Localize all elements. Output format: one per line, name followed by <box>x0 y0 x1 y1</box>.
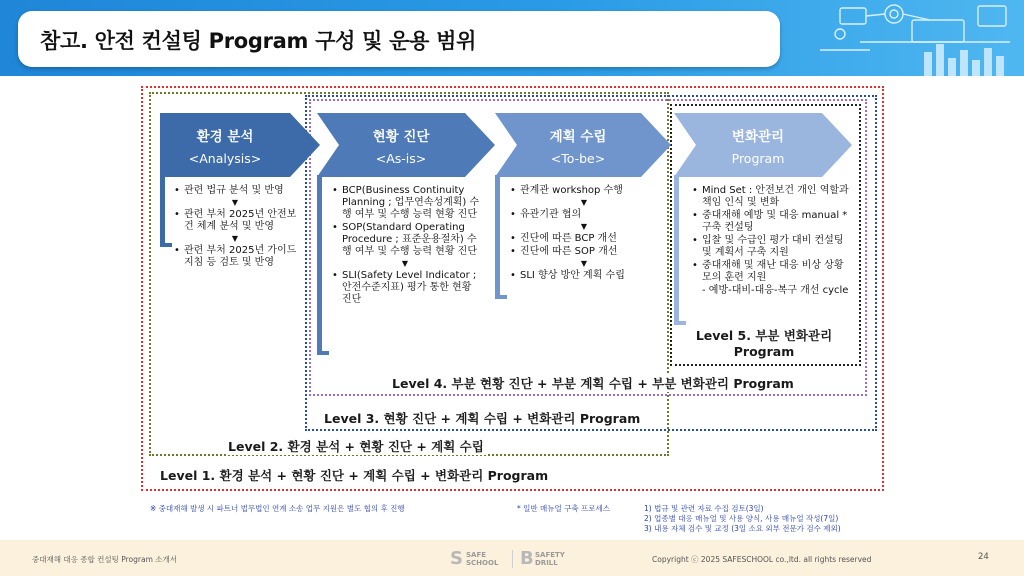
as-is-list <box>330 185 480 307</box>
list-item: • 중대재해 및 재난 대응 비상 상황 모의 훈련 지원 <box>690 260 850 284</box>
level-2-label: Level 2. 환경 분석 + 현황 진단 + 계획 수립 <box>228 439 484 454</box>
note-step-3: 3) 내용 자체 검수 및 교정 (3일 소요 외부 전문가 검수 제외) <box>644 524 841 533</box>
safety-drill-b-icon: B <box>520 548 534 569</box>
note-legal-support: ※ 중대재해 발생 시 파트너 법무법인 연계 소송 업무 지원은 별도 협의 후 진행 <box>150 504 405 513</box>
list-item: • 진단에 따른 SOP 개선 <box>508 246 660 258</box>
list-item: • 관련 부처 2025년 가이드 지침 등 검토 및 반영 <box>172 245 298 269</box>
list-item: • 진단에 따른 BCP 개선 <box>508 233 660 245</box>
list-item: • SOP(Standard Operating Procedure ; 표준운용절차) 수행 여부 및 수행 능력 현황 진단 <box>330 222 480 258</box>
chevron-sub: Program <box>731 151 785 166</box>
safety-drill-logo-line2: DRILL <box>535 559 558 567</box>
note-step-2: 2) 업종별 대응 매뉴얼 및 사용 양식, 사용 매뉴얼 작성(7일) <box>644 514 839 523</box>
down-arrow-icon: ▼ <box>231 198 239 207</box>
safety-drill-logo <box>520 549 570 569</box>
list-item: • 입찰 및 수급인 평가 대비 컨설팅 및 계획서 구축 지원 <box>690 235 850 259</box>
safe-school-logo-line2: SCHOOL <box>466 559 499 567</box>
safe-school-logo <box>450 549 508 569</box>
program-list <box>690 185 850 297</box>
footer-copyright: Copyright ⓒ 2025 SAFESCHOOL co.,ltd. all rights reserved <box>652 555 872 564</box>
chevron-label: 환경 분석 <box>196 129 254 145</box>
chevron-label: 변화관리 <box>731 129 785 145</box>
analysis-list <box>172 185 298 270</box>
chevron-analysis <box>160 113 320 177</box>
list-item: • SLI 향상 방안 계획 수립 <box>508 270 660 282</box>
safety-drill-logo-line1: SAFETY <box>535 551 565 559</box>
list-item: • 관계관 workshop 수행 <box>508 185 660 197</box>
list-item: • BCP(Business Continuity Planning ; 업무연속성계획) 수행 여부 및 수행 능력 현황 진단 <box>330 185 480 221</box>
chevron-as-is <box>317 113 495 177</box>
chevron-to-be <box>495 113 671 177</box>
chevron-program <box>674 113 852 177</box>
bracket-analysis <box>160 175 165 247</box>
chevron-label: 현황 진단 <box>372 129 430 145</box>
bracket-program <box>674 175 679 325</box>
chevron-sub: <Analysis> <box>188 151 262 166</box>
page-number: 24 <box>978 552 989 562</box>
note-manual-process: * 일반 매뉴얼 구축 프로세스 <box>517 504 610 513</box>
to-be-list <box>508 185 660 283</box>
down-arrow-icon: ▼ <box>580 222 588 231</box>
list-sub-item: - 예방-대비-대응-복구 개선 cycle <box>702 285 849 296</box>
safe-school-logo-line1: SAFE <box>466 551 487 559</box>
list-item: • 관련 법규 분석 및 반영 <box>172 185 298 197</box>
down-arrow-icon: ▼ <box>401 259 409 268</box>
logo-divider <box>512 550 513 568</box>
level-1-label: Level 1. 환경 분석 + 현황 진단 + 계획 수립 + 변화관리 Program <box>160 468 549 483</box>
level-4-label: Level 4. 부분 현황 진단 + 부분 계획 수립 + 부분 변화관리 Program <box>392 376 794 391</box>
chevron-shape <box>495 113 671 177</box>
down-arrow-icon: ▼ <box>580 259 588 268</box>
chevron-shape <box>317 113 495 177</box>
chevron-sub: <As-is> <box>375 151 427 166</box>
list-item: • SLI(Safety Level Indicator ; 안전수준지표) 평가 통한 현황 진단 <box>330 270 480 306</box>
list-item: • 유관기관 협의 <box>508 209 660 221</box>
list-item: • 중대재해 예방 및 대응 manual * 구축 컨설팅 <box>690 210 850 234</box>
network-decoration-icon <box>800 0 1024 76</box>
chevron-sub: <To-be> <box>550 151 606 166</box>
safe-school-s-icon: S <box>450 548 463 569</box>
bracket-to-be <box>495 175 500 299</box>
chevron-label: 계획 수립 <box>549 129 607 145</box>
level-3-label: Level 3. 현황 진단 + 계획 수립 + 변화관리 Program <box>324 411 641 426</box>
list-item: • 관련 부처 2025년 안전보건 체계 분석 및 반영 <box>172 209 298 233</box>
note-step-1: 1) 법규 및 관련 자료 수집 검토(3일) <box>644 504 764 513</box>
chevron-shape <box>674 113 852 177</box>
page-title: 참고. 안전 컨설팅 Program 구성 및 운용 범위 <box>40 29 477 53</box>
down-arrow-icon: ▼ <box>231 234 239 243</box>
chevron-shape <box>160 113 320 177</box>
title-card <box>18 11 780 67</box>
bracket-as-is <box>317 175 322 355</box>
down-arrow-icon: ▼ <box>580 198 588 207</box>
footer <box>0 540 1024 576</box>
level-5-label: Level 5. 부분 변화관리 Program <box>688 328 840 360</box>
list-item: • Mind Set : 안전보건 개인 역할과 책임 인식 및 변화 <box>690 185 850 209</box>
footer-doc-title: 중대재해 대응 종합 컨설팅 Program 소개서 <box>32 555 177 564</box>
